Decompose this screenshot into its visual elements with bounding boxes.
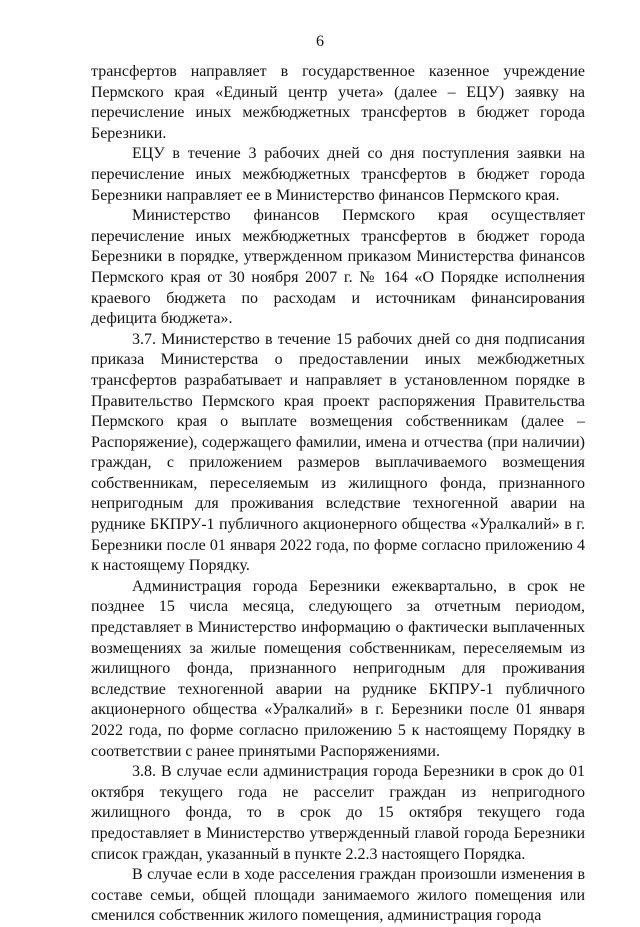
paragraph-ecu-forwarding: ЕЦУ в течение 3 рабочих дней со дня поступления заявки на перечисление иных межбюджетных трансфертов в бюджет города Березники направляет ее в Министерство финансов Пермского края. bbox=[91, 145, 585, 204]
paragraph-transfers-request: трансфертов направляет в государственное казенное учреждение Пермского края «Единый центр учета» (далее – ЕЦУ) заявку на перечисление иных межбюджетных трансфертов в бюджет города Березники. bbox=[91, 63, 585, 142]
page-number: 6 bbox=[316, 33, 324, 50]
paragraph-section-3-7: 3.7. Министерство в течение 15 рабочих дней со дня подписания приказа Министерства о предоставлении иных межбюджетных трансфертов разрабатывает и направляет в установленном порядке в Правительство Пермского края проект распоряжения Правительства Пермского края о выплате возмещения собственникам (далее – Распоряжение), содержащего фамилии, имена и отчества (при наличии) граждан, с приложением размеров выплачиваемого возмещения собственникам, переселяемым из жилищного фонда, признанного непригодным для проживания вследствие техногенной аварии на руднике БКПРУ-1 публичного акционерного общества «Уралкалий» в г. Березники после 01 января 2022 года, по форме согласно приложению 4 к настоящему Порядку. bbox=[91, 330, 585, 575]
document-body bbox=[91, 62, 585, 927]
paragraph-section-3-8: 3.8. В случае если администрация города Березники в срок до 01 октября текущего года не расселит граждан из непригодного жилищного фонда, то в срок до 15 октября текущего года предоставляет в Министерство утвержденный главой города Березники список граждан, указанный в пункте 2.2.3 настоящего Порядка. bbox=[91, 763, 585, 863]
paragraph-administration-quarterly-report: Администрация города Березники ежеквартально, в срок не позднее 15 числа месяца, следующего за отчетным периодом, представляет в Министерство информацию о фактически выплаченных возмещениях за жилые помещения собственникам, переселяемым из жилищного фонда, признанного непригодным для проживания вследствие техногенной аварии на руднике БКПРУ-1 публичного акционерного общества «Уралкалий» в г. Березники после 01 января 2022 года, по форме согласно приложению 5 к настоящему Порядку в соответствии с ранее принятыми Распоряжениями. bbox=[91, 577, 585, 760]
paragraph-ministry-finance-transfer: Министерство финансов Пермского края осуществляет перечисление иных межбюджетных трансфертов в бюджет города Березники в порядке, утвержденном приказом Министерства финансов Пермского края от 30 ноября 2007 г. № 164 «О Порядке исполнения краевого бюджета по расходам и источникам финансирования дефицита бюджета». bbox=[91, 207, 585, 328]
paragraph-family-changes: В случае если в ходе расселения граждан произошли изменения в составе семьи, общей площади занимаемого жилого помещения или сменился собственник жилого помещения, администрация города bbox=[91, 866, 585, 925]
